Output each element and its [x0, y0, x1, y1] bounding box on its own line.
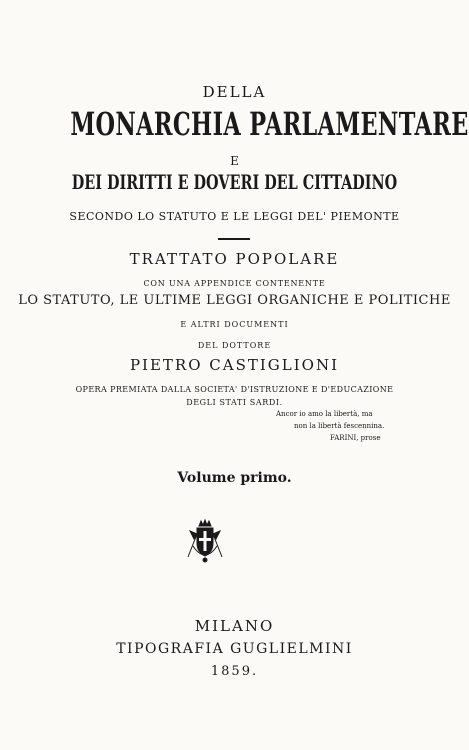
- epigraph-line: Ancor io amo la libertà, ma: [276, 410, 373, 418]
- award-line: OPERA PREMIATA DALLA SOCIETA' D'ISTRUZIONE E D'EDUCAZIONE: [75, 385, 394, 394]
- author-name: PIETRO CASTIGLIONI: [129, 356, 340, 374]
- award-line-2: DEGLI STATI SARDI.: [186, 398, 283, 407]
- author-intro: DEL DOTTORE: [197, 341, 272, 350]
- title-della: DELLA: [202, 83, 267, 101]
- savoy-coat-of-arms-icon: [180, 517, 230, 565]
- title-conjunction: E: [230, 154, 239, 168]
- divider-rule: [218, 238, 250, 240]
- appendix-contents: LO STATUTO, LE ULTIME LEGGI ORGANICHE E POLITICHE: [18, 293, 451, 308]
- volume-label: Volume primo.: [177, 470, 292, 486]
- appendix-other: E ALTRI DOCUMENTI: [180, 320, 289, 329]
- imprint-year: 1859.: [210, 664, 259, 679]
- epigraph-attribution: FARINI, prose: [330, 434, 381, 442]
- subtitle-diritti: DEI DIRITTI E DOVERI DEL CITTADINO: [71, 170, 398, 194]
- work-type: TRATTATO POPOLARE: [129, 250, 340, 268]
- imprint-publisher: TIPOGRAFIA GUGLIELMINI: [116, 641, 353, 657]
- main-title: MONARCHIA PARLAMENTARE: [70, 105, 469, 143]
- epigraph: [276, 408, 456, 444]
- imprint-city: MILANO: [194, 617, 275, 635]
- epigraph-line: non la libertà fescennina.: [294, 422, 385, 430]
- appendix-intro: CON UNA APPENDICE CONTENENTE: [143, 279, 326, 288]
- subtitle-statuto: SECONDO LO STATUTO E LE LEGGI DEL' PIEMONTE: [69, 210, 400, 223]
